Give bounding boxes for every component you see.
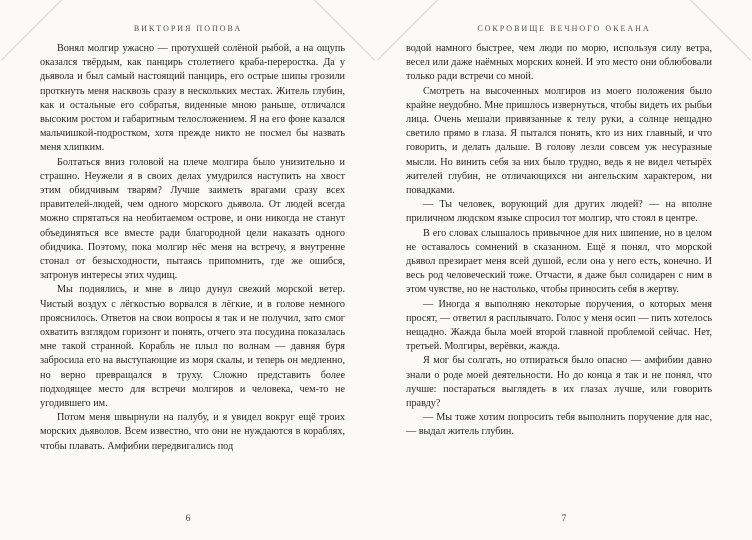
page-right (376, 0, 752, 540)
paragraph: — Иногда я выполняю некоторые поручения, о которых меня просят, — ответил я расплывчато. Голос у меня осип — пить хотелось нещадно. Жажда была моей второй главной проблемой сейчас. Нет, третьей. Молгиры, верёвки, жажда. (406, 298, 712, 353)
running-header-title: СОКРОВИЩЕ ВЕЧНОГО ОКЕАНА (477, 24, 651, 33)
paragraph: — Мы тоже хотим попросить тебя выполнить поручение для нас, — выдал житель глубин. (406, 412, 712, 438)
paragraph: Потом меня швырнули на палубу, и я увидел вокруг ещё троих морских дьяволов. Всем известно, что они не нуждаются в кораблях, чтобы плавать. Амфибии передвигались под (40, 412, 345, 452)
page-number-left: 6 (185, 514, 191, 524)
paragraph: Смотреть на высоченных молгиров из моего положения было крайне неудобно. Мне пришлось извернуться, чтобы видеть их рыбьи лица. Очень мешали привязанные к телу руки, а солнце нещадно светило прямо в глаза. Я пытался понять, кто из них главный, и что говорить, и делать дальше. В голову лезли совсем уж несуразные мысли. Но винить себя за них было трудно, ведь я не видел четырёх жителей глубин, не отличающихся ни ангельским характером, ни повадками. (406, 85, 712, 197)
paragraph: Я мог бы солгать, но отпираться было опасно — амфибии давно знали о роде моей деятельности. Но до конца я так и не понял, что лучше: постараться выглядеть в их глазах лучше, или говорить правду? (406, 355, 712, 410)
paragraph: Болтаться вниз головой на плече молгира было унизительно и страшно. Неужели я в своих делах умудрился наступить на хвост этим обидчивым тварям? Лучше заиметь врагами сразу всех правителей-людей, чем одного морского дьявола. От людей всегда можно спрятаться на необитаемом острове, и они никогда не станут объединяться все вместе ради благородной цели наказать одного обидчика. Поэтому, пока молгир нёс меня на встречу, я внутренне стонал от безысходности, пытаясь припомнить, где же ошибся, затронув интересы этих чудищ. (40, 156, 345, 282)
paragraph: водой намного быстрее, чем люди по морю, используя силу ветра, весел или даже наёмных морских коней. И это место они облюбовали только ради встречи со мной. (406, 43, 712, 83)
running-header-author: ВИКТОРИЯ ПОПОВА (133, 24, 243, 33)
page-number-right: 7 (561, 514, 567, 524)
paragraph: Мы поднялись, и мне в лицо дунул свежий морской ветер. Чистый воздух с лёгкостью ворвался в лёгкие, и в голове немного прояснилось. Ответов на свои вопросы я так и не получил, зато смог охватить взглядом горизонт и понять, отчего эта посудина показалась мне такой странной. Корабль не плыл по волнам — давняя буря забросила его на выступающие из моря скалы, и теперь он медленно, но верно превращался в труху. Сложно представить более подходящее место для встречи молгиров и человека, чем-то не угодившего им. (40, 284, 345, 410)
paragraph: В его словах слышалось привычное для них шипение, но в целом не оставалось сомнений в сказанном. Ещё я понял, что морской дьявол презирает меня всей душой, если она у него есть, конечно. И весь род человеческий тоже. Отчасти, я даже был солидарен с ним в этом чувстве, но не настолько, чтобы приносить себя в жертву. (406, 227, 712, 296)
paragraph: — Ты человек, ворующий для других людей? — на вполне приличном людском языке спросил тот молгир, что стоял в центре. (406, 199, 712, 225)
text-column-left (40, 42, 345, 454)
paragraph: Вонял молгир ужасно — протухшей солёной рыбой, а на ощупь оказался твёрдым, как панцирь столетнего краба-переростка. Да у дьявола и был самый настоящий панцирь, его острые шипы грозили проткнуть меня насквозь сразу в нескольких местах. Житель глубин, как и остальные его собратья, виденные мною раньше, отличался высоким ростом и габаритным телосложением. Я на его фоне казался мальчишкой-подростком, хотя прежде никто не посмел бы назвать меня хлипким. (40, 43, 345, 154)
text-column-right (406, 42, 712, 440)
